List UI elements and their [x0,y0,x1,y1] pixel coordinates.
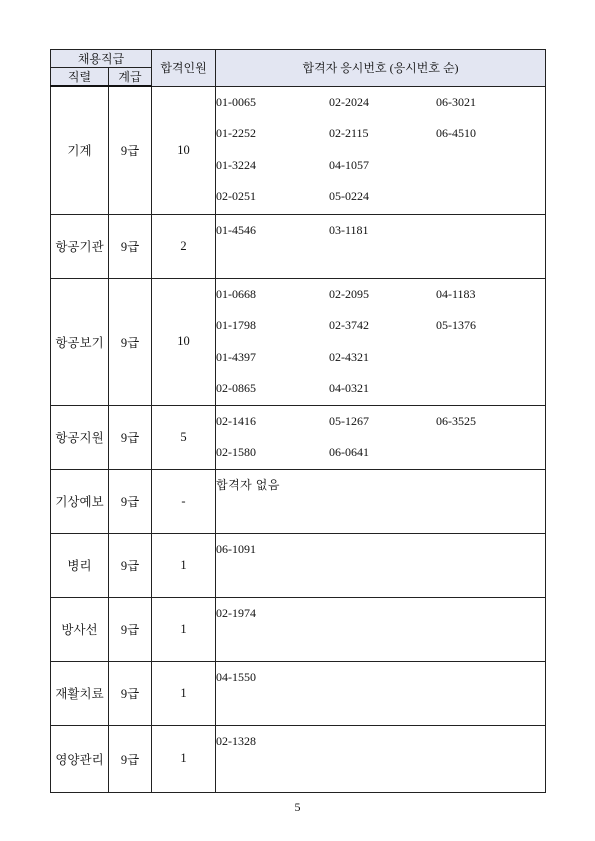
applicant-number [436,437,536,469]
results-table [50,49,546,793]
applicant-number: 01-4546 [216,222,256,237]
applicant-numbers [216,278,546,405]
table-row [51,278,546,405]
applicant-number: 03-1181 [329,222,369,237]
applicant-number [329,757,436,789]
applicant-number [436,181,536,213]
applicant-number: 05-1376 [436,318,476,332]
applicant-number [436,726,536,758]
applicant-number: 02-1416 [216,413,256,428]
job-category: 영양관리 [51,725,109,792]
pass-count: 1 [152,725,216,792]
applicant-number-grid [216,87,545,213]
applicant-number: 05-0224 [329,189,369,203]
applicant-number: 02-1974 [216,605,256,620]
applicant-number: 02-4321 [329,349,369,364]
table-row [51,469,546,533]
grade-value: 9급 [109,86,152,214]
applicant-number: 01-1798 [216,318,256,332]
job-category: 항공보기 [51,278,109,405]
grade-value: 9급 [109,405,152,469]
applicant-number: 05-1267 [329,413,369,428]
applicant-number: 06-0641 [329,445,369,459]
table-row [51,214,546,278]
applicant-number: 02-0865 [216,381,256,395]
job-category: 재활치료 [51,661,109,725]
applicant-number [329,629,436,661]
applicant-number [436,565,536,597]
job-category: 병리 [51,533,109,597]
applicant-number: 02-0251 [216,189,256,203]
applicant-number: 04-1183 [436,286,476,301]
grade-value: 9급 [109,214,152,278]
applicant-number: 04-0321 [329,381,369,395]
job-header: 직렬 [51,68,109,87]
pass-count: 1 [152,661,216,725]
applicant-number [329,246,436,278]
grade-header: 계급 [109,68,152,87]
job-category: 기계 [51,86,109,214]
pass-count: 5 [152,405,216,469]
no-passers-note: 합격자 없음 [216,477,280,492]
applicant-number [436,150,536,182]
grade-value: 9급 [109,661,152,725]
applicant-number-grid [216,279,545,405]
pass-count: 10 [152,86,216,214]
page-number: 5 [294,800,301,814]
applicant-number: 01-0065 [216,94,256,109]
applicant-numbers [216,597,546,661]
applicant-number [216,629,329,661]
job-category: 방사선 [51,597,109,661]
applicant-number: 01-2252 [216,126,256,140]
applicant-number: 06-3021 [436,94,476,109]
applicant-number: 02-1328 [216,733,256,748]
applicant-numbers [216,86,546,214]
table-row [51,533,546,597]
applicant-number [216,565,329,597]
grade-value: 9급 [109,533,152,597]
grade-value: 9급 [109,469,152,533]
applicant-number-grid [216,662,545,725]
applicant-number [216,757,329,789]
applicant-number-grid [216,534,545,597]
applicant-number: 02-1580 [216,445,256,459]
table-row [51,86,546,214]
grade-value: 9급 [109,278,152,405]
applicant-numbers [216,214,546,278]
applicant-number [436,629,536,661]
applicant-number [216,246,329,278]
applicant-number [436,373,536,405]
pass-count: 1 [152,597,216,661]
applicant-number-grid [216,598,545,661]
applicant-number: 06-1091 [216,541,256,556]
applicant-number [436,534,536,566]
count-header: 합격인원 [152,50,216,87]
applicant-number [329,726,436,758]
applicant-number: 02-3742 [329,318,369,332]
applicant-number [329,662,436,694]
applicant-number: 02-2115 [329,126,369,140]
applicant-number [436,215,536,247]
applicant-number: 01-3224 [216,157,256,172]
table-row [51,661,546,725]
job-category: 기상예보 [51,469,109,533]
applicant-number [329,565,436,597]
applicant-numbers [216,405,546,469]
applicant-number [436,757,536,789]
applicant-number: 06-3525 [436,413,476,428]
applicant-number: 02-2095 [329,286,369,301]
applicant-number [436,662,536,694]
applicant-number: 01-0668 [216,286,256,301]
applicant-numbers [216,661,546,725]
pass-count: 2 [152,214,216,278]
job-category: 항공지원 [51,405,109,469]
numbers-header: 합격자 응시번호 (응시번호 순) [216,50,546,87]
job-category: 항공기관 [51,214,109,278]
applicant-number: 06-4510 [436,126,476,140]
applicant-number [436,598,536,630]
grade-value: 9급 [109,725,152,792]
applicant-number-grid [216,726,545,789]
applicant-number [216,693,329,725]
applicant-number [436,693,536,725]
applicant-number-grid [216,215,545,278]
applicant-numbers [216,725,546,792]
applicant-number: 04-1550 [216,669,256,684]
table-row [51,405,546,469]
grade-value: 9급 [109,597,152,661]
applicant-number: 02-2024 [329,94,369,109]
applicant-number: 01-4397 [216,349,256,364]
applicant-number [329,598,436,630]
applicant-number [436,246,536,278]
pass-count: 1 [152,533,216,597]
applicant-number [436,342,536,374]
applicant-number [329,534,436,566]
applicant-number: 04-1057 [329,157,369,172]
table-row [51,725,546,792]
group-header: 채용직급 [51,50,152,68]
table-row [51,597,546,661]
applicant-numbers [216,533,546,597]
applicant-numbers [216,469,546,533]
applicant-number [329,693,436,725]
pass-count: 10 [152,278,216,405]
applicant-number-grid [216,406,545,469]
pass-count: - [152,469,216,533]
